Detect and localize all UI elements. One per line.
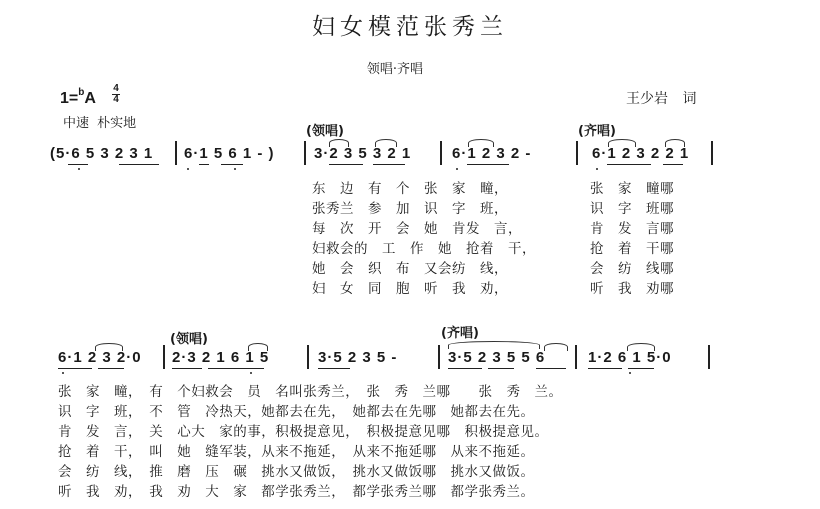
barline	[575, 345, 577, 369]
slur	[665, 139, 685, 147]
lyricist-credit: 王少岩 词	[626, 91, 697, 107]
barline	[163, 345, 165, 369]
barline	[576, 141, 578, 165]
measure-s1-5: 6·1 2 3 2 2 1	[592, 145, 690, 162]
lyric-line: 肯 发 言， 关 心大 家的事，积极提意见， 积极提意见哪 积极提意见。	[58, 424, 549, 440]
slur	[544, 343, 568, 351]
beam-underline	[467, 164, 509, 165]
lyric-line: 会 纺 线， 推 磨 压 碾 挑水又做饭， 挑水又做饭哪 挑水又做饭。	[58, 464, 535, 480]
barline	[708, 345, 710, 369]
lyric-line-chorus: 识 字 班哪	[590, 201, 674, 217]
octave-dot	[78, 168, 80, 170]
barline	[440, 141, 442, 165]
part-label-lead-2: (领唱)	[170, 332, 208, 347]
lyric-line: 识 字 班， 不 管 冷热天，她都去在先， 她都去在先哪 她都去在先。	[58, 404, 535, 420]
slur	[95, 343, 123, 351]
barline	[307, 345, 309, 369]
lyric-line-lead: 妇 女 同 胞 听 我 劝，	[312, 281, 508, 297]
lyric-line-chorus: 听 我 劝哪	[590, 281, 674, 297]
lyric-line-chorus: 抢 着 干哪	[590, 241, 674, 257]
slur	[468, 139, 494, 147]
beam-underline	[221, 164, 243, 165]
beam-underline	[373, 164, 405, 165]
measure-s2-2: 2·3 2 1 6 1 5	[172, 349, 270, 366]
part-label-chorus-1: (齐唱)	[578, 124, 616, 139]
slur	[375, 139, 397, 147]
barline	[711, 141, 713, 165]
slur	[448, 341, 540, 349]
lyric-line: 听 我 劝， 我 劝 大 家 都学张秀兰， 都学张秀兰哪 都学张秀兰。	[58, 484, 535, 500]
slur	[248, 343, 268, 351]
beam-underline	[488, 368, 514, 369]
beam-underline	[98, 368, 124, 369]
measure-s1-4: 6·1 2 3 2 -	[452, 145, 532, 162]
measure-s2-1: 6·1 2 3 2·0	[58, 349, 142, 366]
song-title: 妇女模范张秀兰	[312, 14, 508, 40]
measure-s1-1: (5·6 5 3 2 3 1	[50, 145, 154, 162]
key-signature: 1=$^b$A	[60, 87, 96, 107]
lyric-line-lead: 每 次 开 会 她 肯发 言，	[312, 221, 522, 237]
lyric-line: 抢 着 干， 叫 她 缝军装，从来不拖延， 从来不拖延哪 从来不拖延。	[58, 444, 535, 460]
beam-underline	[208, 368, 264, 369]
octave-dot	[250, 372, 252, 374]
beam-underline	[318, 368, 350, 369]
measure-s1-3: 3·2 3 5 3 2 1	[314, 145, 412, 162]
beam-underline	[119, 164, 159, 165]
beam-underline	[628, 368, 654, 369]
slur	[329, 139, 349, 147]
measure-s1-2: 6·1 5 6 1 - )	[184, 145, 275, 162]
beam-underline	[68, 164, 88, 165]
lyric-line-chorus: 张 家 疃哪	[590, 181, 674, 197]
beam-underline	[329, 164, 363, 165]
beam-underline	[536, 368, 566, 369]
slur	[627, 343, 655, 351]
barline	[304, 141, 306, 165]
lyric-line-lead: 东 边 有 个 张 家 疃，	[312, 181, 508, 197]
beam-underline	[58, 368, 92, 369]
measure-s2-5: 1·2 6 1 5·0	[588, 349, 672, 366]
barline	[175, 141, 177, 165]
slur	[608, 139, 636, 147]
octave-dot	[62, 372, 64, 374]
lyric-line-chorus: 会 纺 线哪	[590, 261, 674, 277]
beam-underline	[199, 164, 209, 165]
song-subtitle: 领唱·齐唱	[366, 62, 424, 77]
octave-dot	[596, 168, 598, 170]
lyric-line-lead: 妇救会的 工 作 她 抢着 干，	[312, 241, 536, 257]
beam-underline	[663, 164, 683, 165]
beam-underline	[607, 164, 651, 165]
beam-underline	[172, 368, 202, 369]
lyric-line-chorus: 肯 发 言哪	[590, 221, 674, 237]
beam-underline	[448, 368, 482, 369]
octave-dot	[629, 372, 631, 374]
time-signature: 4 4	[113, 83, 119, 105]
part-label-chorus-2: (齐唱)	[441, 326, 479, 341]
measure-s2-3: 3·5 2 3 5 -	[318, 349, 398, 366]
octave-dot	[187, 168, 189, 170]
octave-dot	[234, 168, 236, 170]
barline	[438, 345, 440, 369]
lyric-line: 张 家 疃， 有 个妇救会 员 名叫张秀兰， 张 秀 兰哪 张 秀 兰。	[58, 384, 563, 400]
tempo-marking: 中速 朴实地	[63, 116, 137, 131]
octave-dot	[456, 168, 458, 170]
lyric-line-lead: 张秀兰 参 加 识 字 班，	[312, 201, 508, 217]
measure-s2-4: 3·5 2 3 5 5 6	[448, 349, 546, 366]
part-label-lead-1: (领唱)	[306, 124, 344, 139]
lyric-line-lead: 她 会 织 布 又会纺 线，	[312, 261, 508, 277]
beam-underline	[588, 368, 622, 369]
